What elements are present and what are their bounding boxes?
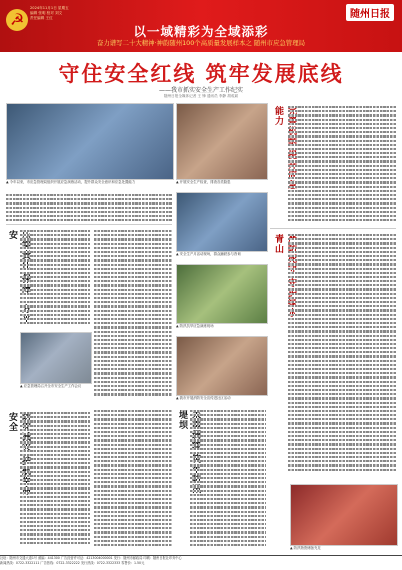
meta-line: 责任编辑 王红 xyxy=(30,16,53,20)
photo-drill xyxy=(6,103,174,180)
divider xyxy=(270,228,396,229)
page-footer xyxy=(0,555,402,570)
paper-name: 随州日报 xyxy=(346,4,394,21)
photo-community xyxy=(176,336,268,396)
article-body-text xyxy=(20,228,90,328)
photo-caption: ▲ 防汛物资储备充足 xyxy=(290,546,321,550)
footer-line: 新闻热线：0722-3322111 广告热线：0722-3322222 发行热线：0722-3322333 零售价：1.50元 xyxy=(0,560,145,565)
photo-propaganda xyxy=(176,192,268,252)
section-heading: 护 安全 xyxy=(7,412,30,467)
divider xyxy=(6,224,172,225)
article-body-text xyxy=(6,192,172,222)
article-body-text xyxy=(288,104,396,224)
meta-line: 编辑 张明 校对 刘文 xyxy=(30,11,63,15)
article-body-text xyxy=(94,408,172,550)
photo-flood-drill xyxy=(176,264,268,324)
photo-inspection xyxy=(176,103,268,180)
footer-line: 社址：随州市交通大道1号 邮编：441300 广告经营许可证：4213004000001 发行：随州市邮政局 印刷：随州日报社印务中心 xyxy=(0,556,182,560)
photo-supplies xyxy=(290,484,398,546)
photo-caption: ▲ 今年以来，市应急管理局组织开展应急演练活动，提升群众安全意识和应急处置能力 xyxy=(6,180,136,184)
photo-caption: ▲ 开展安全生产检查，排查各类隐患 xyxy=(176,180,231,184)
article-body-text xyxy=(288,232,396,480)
photo-meeting xyxy=(20,332,92,384)
article-subtitle: ——我市抓实安全生产工作纪实 xyxy=(158,87,243,94)
section-heading: 提 能力 xyxy=(273,106,296,161)
masthead-meta xyxy=(30,6,82,21)
page-subslogan: 奋力谱写二十大精神·神韵随州100个高质量发展样本之 随州市应急管理局 xyxy=(97,39,305,47)
photo-caption: ▲ 安全生产月活动现场，群众踊跃参与咨询 xyxy=(176,252,241,256)
article-title: 守住安全红线 筑牢发展底线 xyxy=(58,62,344,86)
article-body-text xyxy=(20,410,90,550)
photo-caption: ▲ 我市开展消防安全宣传进社区活动 xyxy=(176,396,231,400)
section-heading: 保 安 xyxy=(7,230,30,285)
meta-line: 2024年11月1日 星期五 xyxy=(30,6,69,10)
photo-caption: ▲ 应急管理局召开全市安全生产工作会议 xyxy=(20,384,82,388)
article-body-text xyxy=(190,408,266,550)
article-body-text xyxy=(94,228,172,403)
section-heading: 筑 堤坝 xyxy=(177,410,200,465)
section-heading: 守 青山 xyxy=(273,234,296,289)
photo-caption: ▲ 防汛抗旱应急演练现场 xyxy=(176,324,214,328)
article-byline: 随州日报全媒体记者 王 锋 通讯员 李静 胡成斌 xyxy=(164,94,238,98)
page-slogan: 以一域精彩为全域添彩 xyxy=(133,24,269,39)
